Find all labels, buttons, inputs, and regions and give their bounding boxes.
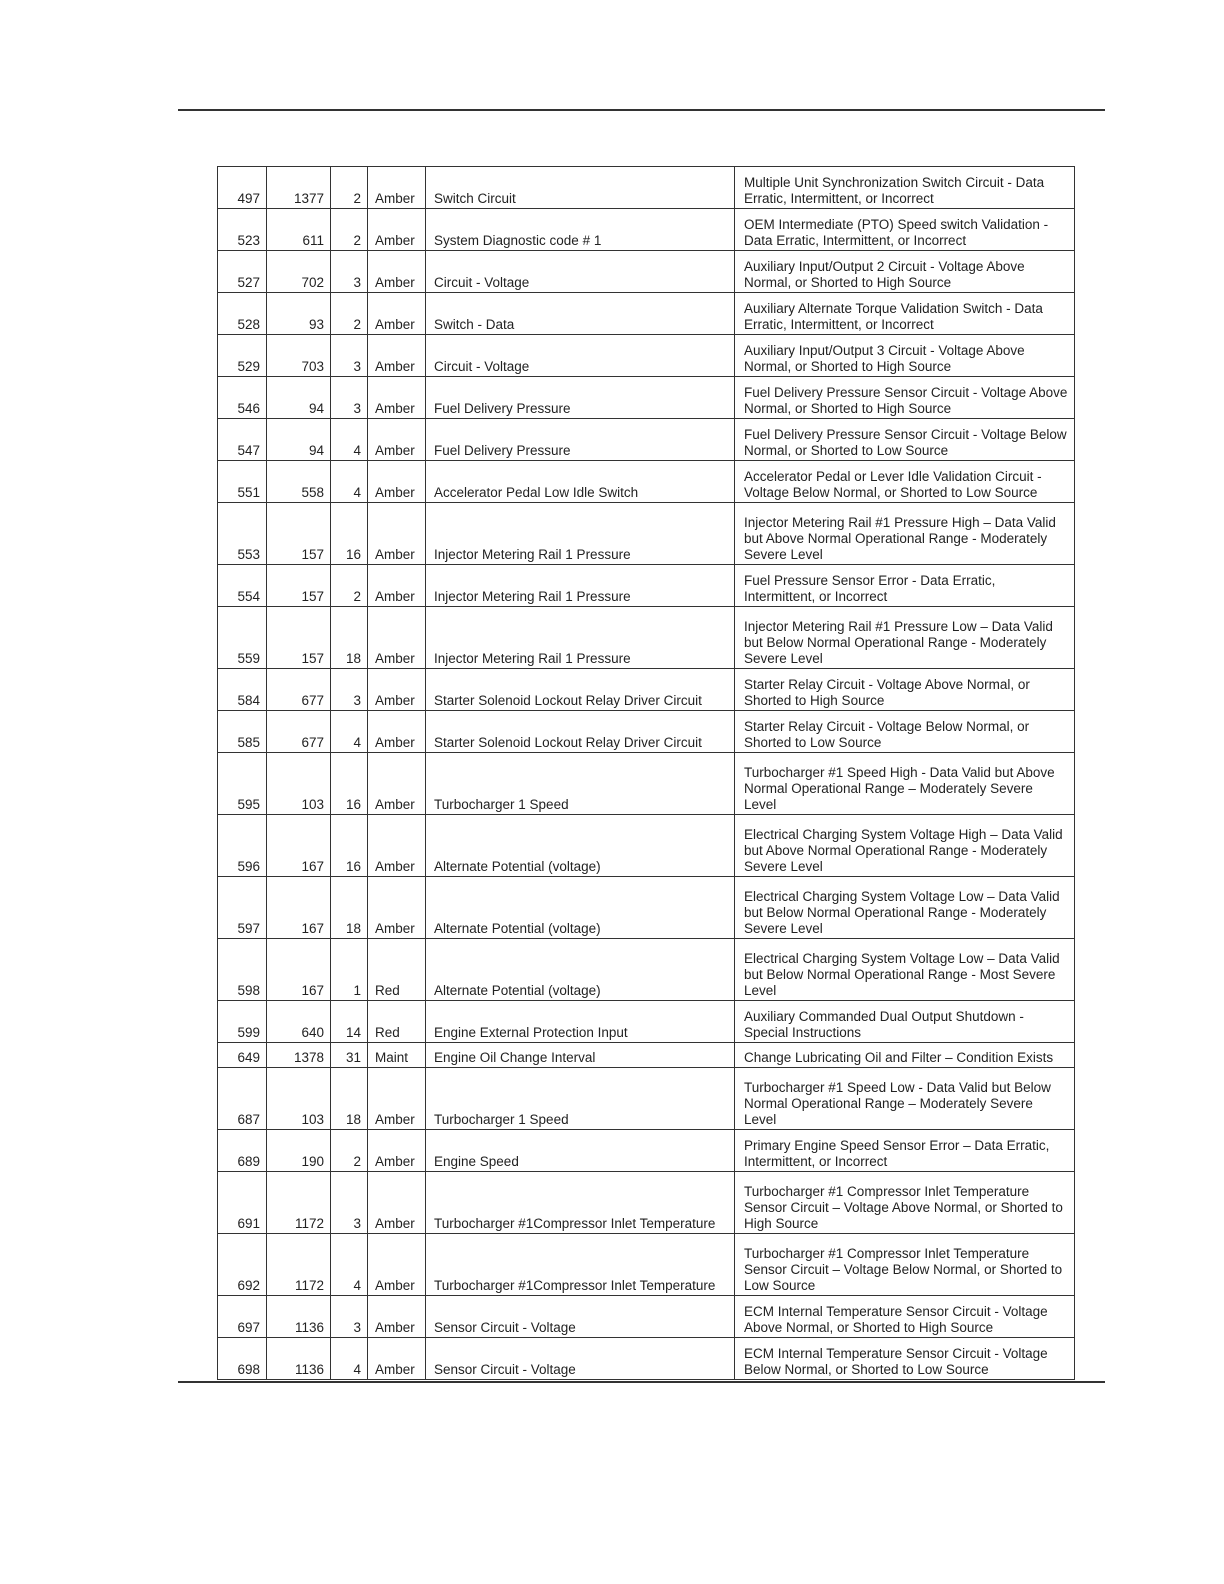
description-cell: Fuel Pressure Sensor Error - Data Erratic, Intermittent, or Incorrect bbox=[735, 565, 1075, 607]
lamp-cell: Amber bbox=[368, 461, 426, 503]
table-row bbox=[218, 1172, 1075, 1234]
fmi-cell: 14 bbox=[331, 1001, 368, 1043]
fault-code-cell: 547 bbox=[218, 419, 267, 461]
lamp-cell: Amber bbox=[368, 1234, 426, 1296]
component-cell: Switch Circuit bbox=[426, 167, 735, 209]
fmi-cell: 16 bbox=[331, 815, 368, 877]
fmi-cell: 3 bbox=[331, 669, 368, 711]
table-row bbox=[218, 1043, 1075, 1068]
fault-code-table bbox=[217, 166, 1075, 1380]
component-cell: Accelerator Pedal Low Idle Switch bbox=[426, 461, 735, 503]
fault-code-cell: 527 bbox=[218, 251, 267, 293]
component-cell: Turbocharger 1 Speed bbox=[426, 753, 735, 815]
fault-code-cell: 553 bbox=[218, 503, 267, 565]
description-cell: OEM Intermediate (PTO) Speed switch Validation - Data Erratic, Intermittent, or Incorrect bbox=[735, 209, 1075, 251]
table-row bbox=[218, 209, 1075, 251]
table-row bbox=[218, 565, 1075, 607]
fmi-cell: 4 bbox=[331, 419, 368, 461]
lamp-cell: Amber bbox=[368, 251, 426, 293]
lamp-cell: Amber bbox=[368, 1296, 426, 1338]
lamp-cell: Amber bbox=[368, 1130, 426, 1172]
spn-cell: 1172 bbox=[267, 1172, 331, 1234]
spn-cell: 190 bbox=[267, 1130, 331, 1172]
fault-code-cell: 523 bbox=[218, 209, 267, 251]
component-cell: Sensor Circuit - Voltage bbox=[426, 1296, 735, 1338]
fmi-cell: 3 bbox=[331, 1172, 368, 1234]
fmi-cell: 4 bbox=[331, 1234, 368, 1296]
fault-code-cell: 697 bbox=[218, 1296, 267, 1338]
fmi-cell: 3 bbox=[331, 377, 368, 419]
fault-code-cell: 497 bbox=[218, 167, 267, 209]
fmi-cell: 4 bbox=[331, 461, 368, 503]
fmi-cell: 31 bbox=[331, 1043, 368, 1068]
component-cell: Starter Solenoid Lockout Relay Driver Circuit bbox=[426, 669, 735, 711]
lamp-cell: Amber bbox=[368, 419, 426, 461]
fault-code-cell: 595 bbox=[218, 753, 267, 815]
top-rule bbox=[178, 109, 1105, 111]
fault-code-cell: 698 bbox=[218, 1338, 267, 1380]
spn-cell: 611 bbox=[267, 209, 331, 251]
table-row bbox=[218, 1234, 1075, 1296]
fmi-cell: 18 bbox=[331, 877, 368, 939]
fmi-cell: 3 bbox=[331, 1296, 368, 1338]
fault-code-cell: 598 bbox=[218, 939, 267, 1001]
table-row bbox=[218, 815, 1075, 877]
table-row bbox=[218, 167, 1075, 209]
lamp-cell: Amber bbox=[368, 565, 426, 607]
fmi-cell: 2 bbox=[331, 167, 368, 209]
spn-cell: 157 bbox=[267, 565, 331, 607]
fault-code-cell: 528 bbox=[218, 293, 267, 335]
fmi-cell: 3 bbox=[331, 251, 368, 293]
table-row bbox=[218, 251, 1075, 293]
spn-cell: 558 bbox=[267, 461, 331, 503]
table-row bbox=[218, 877, 1075, 939]
component-cell: Fuel Delivery Pressure bbox=[426, 419, 735, 461]
spn-cell: 677 bbox=[267, 711, 331, 753]
component-cell: Alternate Potential (voltage) bbox=[426, 939, 735, 1001]
fmi-cell: 2 bbox=[331, 1130, 368, 1172]
table-row bbox=[218, 669, 1075, 711]
description-cell: Auxiliary Input/Output 3 Circuit - Voltage Above Normal, or Shorted to High Source bbox=[735, 335, 1075, 377]
spn-cell: 702 bbox=[267, 251, 331, 293]
spn-cell: 157 bbox=[267, 607, 331, 669]
spn-cell: 1172 bbox=[267, 1234, 331, 1296]
lamp-cell: Amber bbox=[368, 503, 426, 565]
spn-cell: 94 bbox=[267, 419, 331, 461]
description-cell: Injector Metering Rail #1 Pressure Low – Data Valid but Below Normal Operational Range - Moderately Severe Level bbox=[735, 607, 1075, 669]
component-cell: Alternate Potential (voltage) bbox=[426, 815, 735, 877]
description-cell: Auxiliary Alternate Torque Validation Switch - Data Erratic, Intermittent, or Incorrect bbox=[735, 293, 1075, 335]
table-row bbox=[218, 1338, 1075, 1380]
description-cell: Electrical Charging System Voltage Low – Data Valid but Below Normal Operational Range - Moderately Severe Level bbox=[735, 877, 1075, 939]
lamp-cell: Amber bbox=[368, 1172, 426, 1234]
fault-code-cell: 691 bbox=[218, 1172, 267, 1234]
lamp-cell: Amber bbox=[368, 293, 426, 335]
component-cell: Switch - Data bbox=[426, 293, 735, 335]
description-cell: Change Lubricating Oil and Filter – Condition Exists bbox=[735, 1043, 1075, 1068]
component-cell: Injector Metering Rail 1 Pressure bbox=[426, 607, 735, 669]
fault-code-cell: 597 bbox=[218, 877, 267, 939]
description-cell: Accelerator Pedal or Lever Idle Validation Circuit - Voltage Below Normal, or Shorted to Low Source bbox=[735, 461, 1075, 503]
spn-cell: 157 bbox=[267, 503, 331, 565]
fault-code-cell: 692 bbox=[218, 1234, 267, 1296]
spn-cell: 93 bbox=[267, 293, 331, 335]
fmi-cell: 18 bbox=[331, 1068, 368, 1130]
description-cell: Electrical Charging System Voltage Low – Data Valid but Below Normal Operational Range - Most Severe Level bbox=[735, 939, 1075, 1001]
lamp-cell: Maint bbox=[368, 1043, 426, 1068]
description-cell: ECM Internal Temperature Sensor Circuit - Voltage Below Normal, or Shorted to Low Source bbox=[735, 1338, 1075, 1380]
lamp-cell: Amber bbox=[368, 377, 426, 419]
description-cell: Starter Relay Circuit - Voltage Below Normal, or Shorted to Low Source bbox=[735, 711, 1075, 753]
component-cell: System Diagnostic code # 1 bbox=[426, 209, 735, 251]
description-cell: Starter Relay Circuit - Voltage Above Normal, or Shorted to High Source bbox=[735, 669, 1075, 711]
fault-code-cell: 554 bbox=[218, 565, 267, 607]
description-cell: Primary Engine Speed Sensor Error – Data Erratic, Intermittent, or Incorrect bbox=[735, 1130, 1075, 1172]
description-cell: Auxiliary Commanded Dual Output Shutdown - Special Instructions bbox=[735, 1001, 1075, 1043]
lamp-cell: Amber bbox=[368, 877, 426, 939]
component-cell: Engine Oil Change Interval bbox=[426, 1043, 735, 1068]
table-row bbox=[218, 753, 1075, 815]
fmi-cell: 16 bbox=[331, 753, 368, 815]
lamp-cell: Amber bbox=[368, 753, 426, 815]
fmi-cell: 2 bbox=[331, 565, 368, 607]
fault-code-cell: 585 bbox=[218, 711, 267, 753]
component-cell: Engine Speed bbox=[426, 1130, 735, 1172]
lamp-cell: Amber bbox=[368, 335, 426, 377]
table-row bbox=[218, 377, 1075, 419]
component-cell: Turbocharger #1Compressor Inlet Temperature bbox=[426, 1234, 735, 1296]
lamp-cell: Amber bbox=[368, 209, 426, 251]
table-row bbox=[218, 461, 1075, 503]
component-cell: Circuit - Voltage bbox=[426, 335, 735, 377]
component-cell: Injector Metering Rail 1 Pressure bbox=[426, 503, 735, 565]
spn-cell: 167 bbox=[267, 815, 331, 877]
component-cell: Circuit - Voltage bbox=[426, 251, 735, 293]
fault-code-cell: 559 bbox=[218, 607, 267, 669]
description-cell: Turbocharger #1 Compressor Inlet Temperature Sensor Circuit – Voltage Above Normal, or Shorted to High Source bbox=[735, 1172, 1075, 1234]
spn-cell: 167 bbox=[267, 939, 331, 1001]
spn-cell: 167 bbox=[267, 877, 331, 939]
description-cell: Electrical Charging System Voltage High – Data Valid but Above Normal Operational Range - Moderately Severe Level bbox=[735, 815, 1075, 877]
description-cell: Turbocharger #1 Compressor Inlet Temperature Sensor Circuit – Voltage Below Normal, or Shorted to Low Source bbox=[735, 1234, 1075, 1296]
lamp-cell: Amber bbox=[368, 711, 426, 753]
description-cell: ECM Internal Temperature Sensor Circuit - Voltage Above Normal, or Shorted to High Source bbox=[735, 1296, 1075, 1338]
description-cell: Multiple Unit Synchronization Switch Circuit - Data Erratic, Intermittent, or Incorrect bbox=[735, 167, 1075, 209]
component-cell: Turbocharger 1 Speed bbox=[426, 1068, 735, 1130]
fault-code-table-body bbox=[218, 167, 1075, 1380]
spn-cell: 1378 bbox=[267, 1043, 331, 1068]
bottom-rule bbox=[178, 1381, 1105, 1383]
fmi-cell: 4 bbox=[331, 1338, 368, 1380]
component-cell: Sensor Circuit - Voltage bbox=[426, 1338, 735, 1380]
table-row bbox=[218, 293, 1075, 335]
table-row bbox=[218, 1001, 1075, 1043]
fmi-cell: 2 bbox=[331, 293, 368, 335]
lamp-cell: Red bbox=[368, 1001, 426, 1043]
fmi-cell: 16 bbox=[331, 503, 368, 565]
component-cell: Alternate Potential (voltage) bbox=[426, 877, 735, 939]
lamp-cell: Amber bbox=[368, 815, 426, 877]
table-row bbox=[218, 335, 1075, 377]
table-row bbox=[218, 711, 1075, 753]
table-row bbox=[218, 607, 1075, 669]
component-cell: Turbocharger #1Compressor Inlet Temperature bbox=[426, 1172, 735, 1234]
table-row bbox=[218, 419, 1075, 461]
fmi-cell: 3 bbox=[331, 335, 368, 377]
table-row bbox=[218, 1130, 1075, 1172]
spn-cell: 103 bbox=[267, 1068, 331, 1130]
spn-cell: 640 bbox=[267, 1001, 331, 1043]
spn-cell: 1136 bbox=[267, 1296, 331, 1338]
lamp-cell: Amber bbox=[368, 1338, 426, 1380]
fmi-cell: 4 bbox=[331, 711, 368, 753]
lamp-cell: Red bbox=[368, 939, 426, 1001]
lamp-cell: Amber bbox=[368, 607, 426, 669]
description-cell: Injector Metering Rail #1 Pressure High – Data Valid but Above Normal Operational Range - Moderately Severe Level bbox=[735, 503, 1075, 565]
fault-code-cell: 551 bbox=[218, 461, 267, 503]
table-row bbox=[218, 939, 1075, 1001]
fmi-cell: 18 bbox=[331, 607, 368, 669]
spn-cell: 703 bbox=[267, 335, 331, 377]
component-cell: Fuel Delivery Pressure bbox=[426, 377, 735, 419]
description-cell: Fuel Delivery Pressure Sensor Circuit - Voltage Above Normal, or Shorted to High Source bbox=[735, 377, 1075, 419]
fmi-cell: 2 bbox=[331, 209, 368, 251]
component-cell: Injector Metering Rail 1 Pressure bbox=[426, 565, 735, 607]
description-cell: Turbocharger #1 Speed Low - Data Valid but Below Normal Operational Range – Moderately Severe Level bbox=[735, 1068, 1075, 1130]
fault-code-cell: 546 bbox=[218, 377, 267, 419]
fault-code-cell: 596 bbox=[218, 815, 267, 877]
spn-cell: 94 bbox=[267, 377, 331, 419]
table-row bbox=[218, 1068, 1075, 1130]
description-cell: Fuel Delivery Pressure Sensor Circuit - Voltage Below Normal, or Shorted to Low Source bbox=[735, 419, 1075, 461]
spn-cell: 677 bbox=[267, 669, 331, 711]
description-cell: Auxiliary Input/Output 2 Circuit - Voltage Above Normal, or Shorted to High Source bbox=[735, 251, 1075, 293]
lamp-cell: Amber bbox=[368, 167, 426, 209]
lamp-cell: Amber bbox=[368, 669, 426, 711]
fault-code-cell: 687 bbox=[218, 1068, 267, 1130]
table-row bbox=[218, 1296, 1075, 1338]
fault-code-cell: 599 bbox=[218, 1001, 267, 1043]
fault-code-cell: 529 bbox=[218, 335, 267, 377]
fault-code-cell: 584 bbox=[218, 669, 267, 711]
component-cell: Starter Solenoid Lockout Relay Driver Circuit bbox=[426, 711, 735, 753]
description-cell: Turbocharger #1 Speed High - Data Valid but Above Normal Operational Range – Moderately Severe Level bbox=[735, 753, 1075, 815]
spn-cell: 103 bbox=[267, 753, 331, 815]
lamp-cell: Amber bbox=[368, 1068, 426, 1130]
fault-code-cell: 689 bbox=[218, 1130, 267, 1172]
fmi-cell: 1 bbox=[331, 939, 368, 1001]
table-row bbox=[218, 503, 1075, 565]
component-cell: Engine External Protection Input bbox=[426, 1001, 735, 1043]
fault-code-cell: 649 bbox=[218, 1043, 267, 1068]
spn-cell: 1136 bbox=[267, 1338, 331, 1380]
spn-cell: 1377 bbox=[267, 167, 331, 209]
